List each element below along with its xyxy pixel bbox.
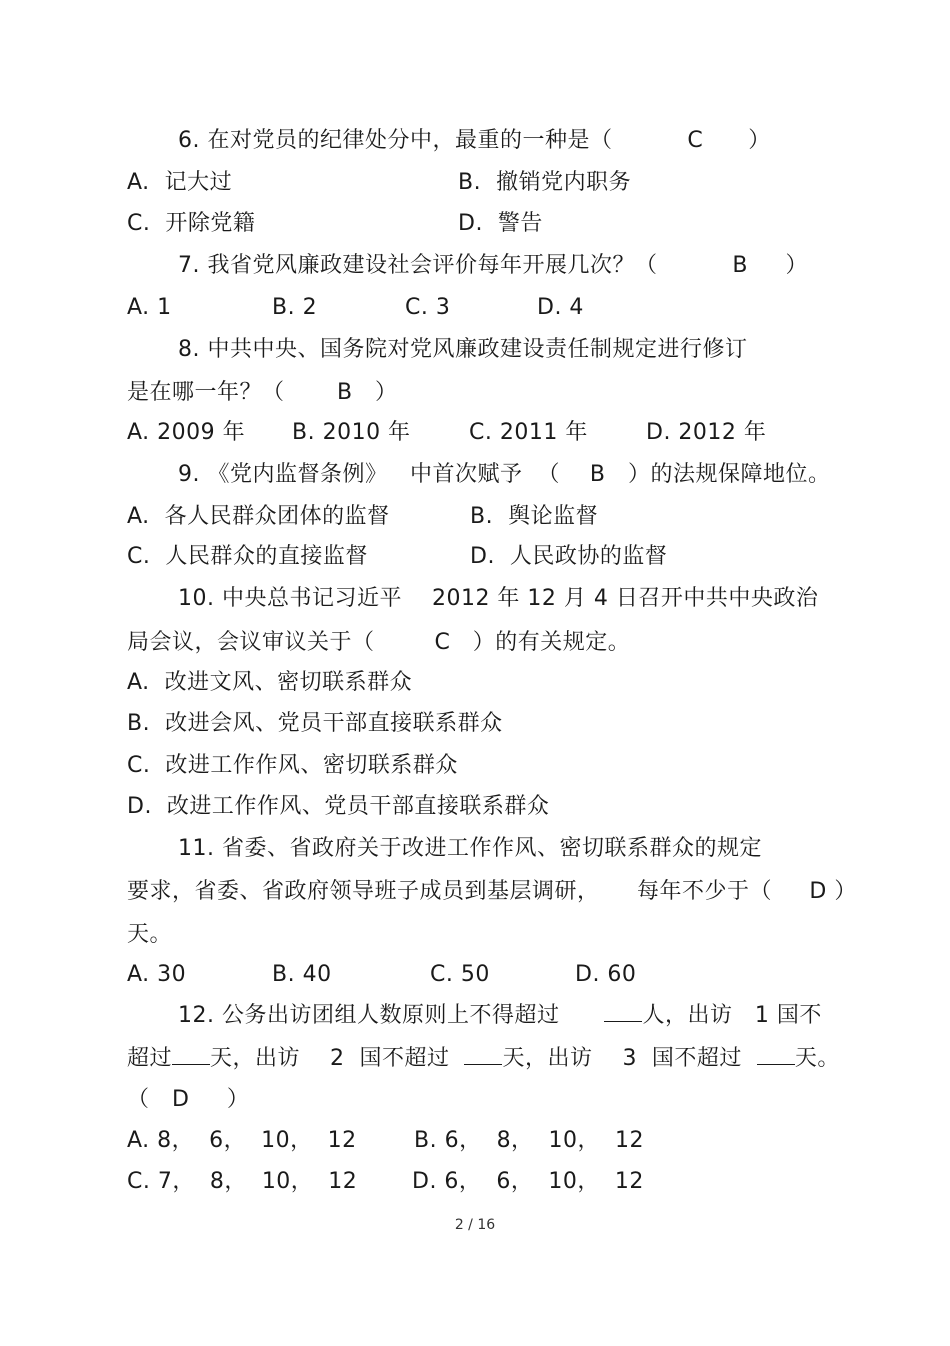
q10-option-d: D. 改进工作作风、党员干部直接联系群众 (127, 794, 550, 819)
q6-option-a: A. 记大过 (127, 170, 233, 195)
q9-option-d: D. 人民政协的监督 (470, 544, 668, 569)
q12-option-c: C. 7， 8， 10， 12 (127, 1169, 358, 1194)
page-number: 2 / 16 (454, 1217, 496, 1233)
q9-option-a: A. 各人民群众团体的监督 (127, 504, 390, 529)
q12-option-d: D. 6， 6， 10， 12 (412, 1169, 644, 1194)
q12-text-1b: 人，出访 1 国不 (642, 1003, 822, 1028)
q10-option-b: B. 改进会风、党员干部直接联系群众 (127, 711, 503, 736)
q8-option-d: D. 2012 年 (646, 420, 767, 445)
q11-option-d: D. 60 (575, 962, 637, 987)
answer-blank (172, 1046, 210, 1065)
q12-text-2b: 天，出访 2 国不超过 (210, 1046, 465, 1071)
question-7-stem: 7. 我省党风廉政建设社会评价每年开展几次？（ B ） (178, 253, 808, 278)
q12-option-a: A. 8， 6， 10， 12 (127, 1128, 357, 1153)
question-8-stem-line2: 是在哪一年？（ B ） (127, 380, 398, 405)
question-6-stem: 6. 在对党员的纪律处分中，最重的一种是（ C ） (178, 128, 771, 153)
q8-option-a: A. 2009 年 (127, 420, 246, 445)
q7-option-d: D. 4 (537, 295, 584, 320)
q9-option-c: C. 人民群众的直接监督 (127, 544, 368, 569)
question-9-stem: 9. 《党内监督条例》 中首次赋予 （ B ）的法规保障地位。 (178, 462, 831, 487)
q10-option-a: A. 改进文风、密切联系群众 (127, 670, 413, 695)
q9-option-b: B. 舆论监督 (470, 504, 599, 529)
q8-option-b: B. 2010 年 (292, 420, 411, 445)
q11-option-a: A. 30 (127, 962, 187, 987)
question-10-stem-line2: 局会议，会议审议关于（ C ）的有关规定。 (127, 630, 631, 655)
q11-option-c: C. 50 (430, 962, 490, 987)
q6-option-c: C. 开除党籍 (127, 211, 256, 236)
question-8-stem-line1: 8. 中共中央、国务院对党风廉政建设责任制规定进行修订 (178, 337, 748, 362)
q12-text-2c: 天，出访 3 国不超过 (502, 1046, 757, 1071)
q12-text-1a: 12. 公务出访团组人数原则上不得超过 (178, 1003, 605, 1028)
question-11-stem-line2: 要求，省委、省政府领导班子成员到基层调研， 每年不少于（ D ） (127, 879, 857, 904)
question-12-stem-line3: （ D ） (127, 1087, 250, 1112)
q7-option-b: B. 2 (272, 295, 318, 320)
q12-option-b: B. 6， 8， 10， 12 (414, 1128, 645, 1153)
question-12-stem-line1 (178, 1003, 822, 1029)
q7-option-a: A. 1 (127, 295, 172, 320)
question-11-stem-line1: 11. 省委、省政府关于改进工作作风、密切联系群众的规定 (178, 836, 762, 861)
question-11-stem-line3: 天。 (127, 922, 173, 947)
q12-text-2a: 超过 (127, 1046, 173, 1071)
q8-option-c: C. 2011 年 (469, 420, 588, 445)
q10-option-c: C. 改进工作作风、密切联系群众 (127, 753, 458, 778)
q6-option-d: D. 警告 (458, 211, 543, 236)
q6-option-b: B. 撤销党内职务 (458, 170, 632, 195)
answer-blank (757, 1046, 795, 1065)
q12-text-2d: 天。 (794, 1046, 840, 1071)
q11-option-b: B. 40 (272, 962, 332, 987)
answer-blank (464, 1046, 502, 1065)
question-10-stem-line1: 10. 中央总书记习近平 2012 年 12 月 4 日召开中共中央政治 (178, 586, 819, 611)
question-12-stem-line2 (127, 1046, 840, 1072)
q7-option-c: C. 3 (405, 295, 451, 320)
answer-blank (604, 1003, 642, 1022)
